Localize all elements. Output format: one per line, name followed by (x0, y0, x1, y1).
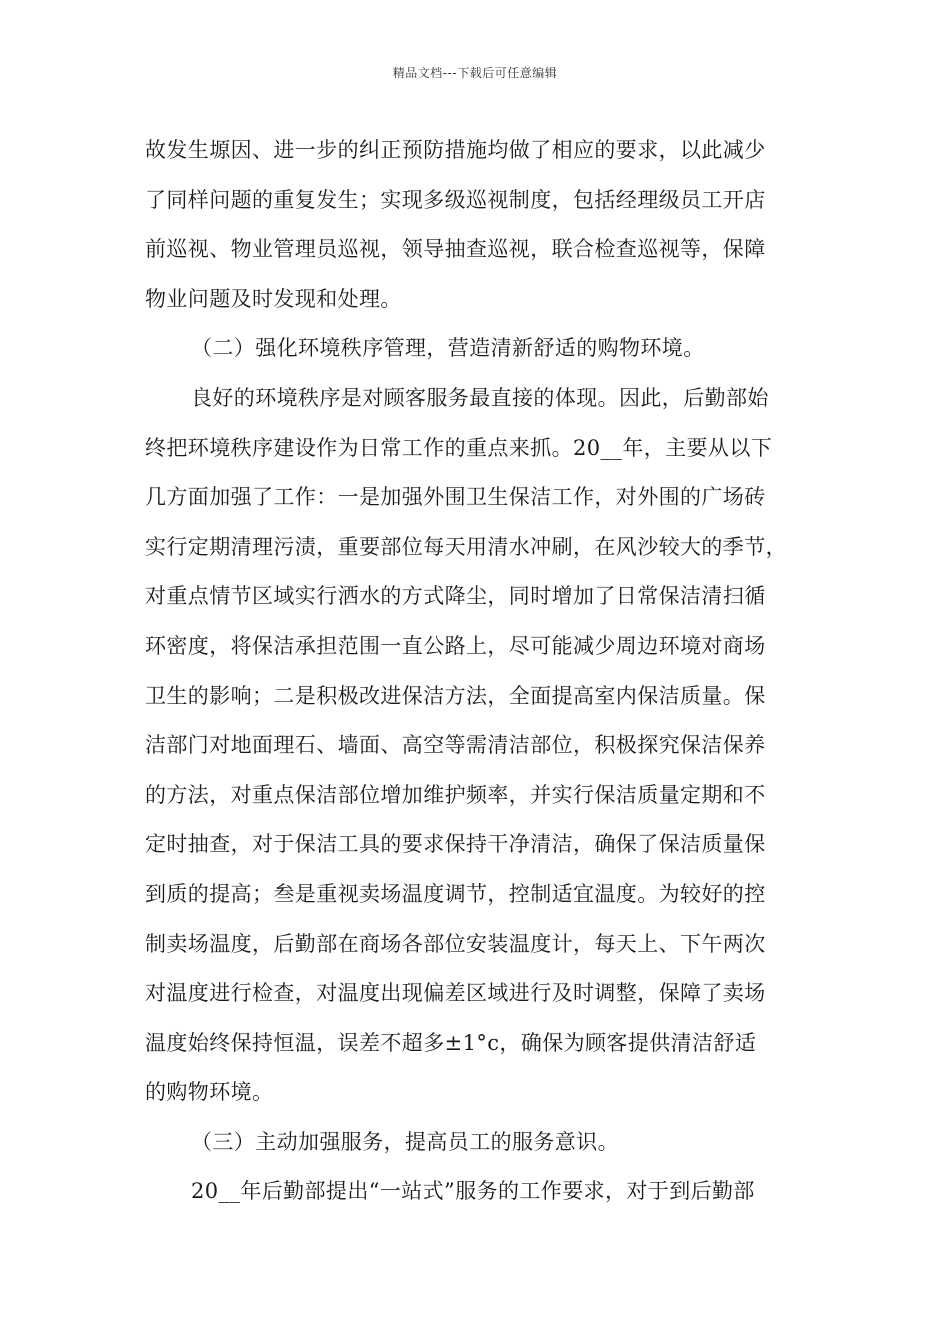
text-line: 洁部门对地面理石、墙面、高空等需清洁部位，积极探究保洁保养 (145, 733, 766, 758)
section-heading-3: （三）主动加强服务，提高员工的服务意识。 (191, 1129, 619, 1154)
text-line: 终把环境秩序建设作为日常工作的重点来抓。20__年，主要从以下 (145, 435, 773, 460)
text-line: 物业问题及时发现和处理。 (145, 286, 402, 311)
text-line: 制卖场温度，后勤部在商场各部位安装温度计，每天上、下午两次 (145, 931, 766, 956)
page-header: 精品文档---下载后可任意编辑 (392, 66, 558, 80)
text-line: 故发生塬因、进一步的纠正预防措施均做了相应的要求，以此减少 (145, 138, 766, 162)
text-line: 20__年后勤部提出“一站式”服务的工作要求，对于到后勤部 (191, 1179, 755, 1204)
text-line: 环密度，将保洁承担范围一直公路上，尽可能减少周边环境对商场 (145, 633, 766, 658)
text-line: 前巡视、物业管理员巡视，领导抽查巡视，联合检查巡视等，保障 (145, 237, 766, 262)
text-line: 几方面加强了工作：一是加强外围卫生保洁工作，对外围的广场砖 (145, 485, 766, 510)
document-body (145, 126, 805, 1217)
text-line: 实行定期清理污渍，重要部位每天用清水冲刷，在风沙较大的季节， (145, 534, 787, 559)
text-line: 的方法，对重点保洁部位增加维护频率，并实行保洁质量定期和不 (145, 782, 766, 807)
text-line: 对重点情节区域实行洒水的方式降尘，同时增加了日常保洁清扫循 (145, 584, 766, 609)
text-line: 卫生的影响；二是积极改进保洁方法，全面提高室内保洁质量。保 (145, 683, 766, 708)
text-line: 的购物环境。 (145, 1080, 274, 1105)
text-line: 到质的提高；叁是重视卖场温度调节，控制适宜温度。为较好的控 (145, 881, 766, 906)
text-line: 对温度进行检查，对温度出现偏差区域进行及时调整，保障了卖场 (145, 981, 766, 1006)
section-heading-2: （二）强化环境秩序管理，营造清新舒适的购物环境。 (191, 336, 705, 361)
text-line: 温度始终保持恒温，误差不超多±1°c，确保为顾客提供清洁舒适 (145, 1030, 757, 1055)
text-line: 定时抽查，对于保洁工具的要求保持干净清洁，确保了保洁质量保 (145, 832, 766, 857)
text-line: 了同样问题的重复发生；实现多级巡视制度，包括经理级员工开店 (145, 187, 766, 212)
text-line: 良好的环境秩序是对顾客服务最直接的体现。因此，后勤部始 (191, 385, 769, 410)
